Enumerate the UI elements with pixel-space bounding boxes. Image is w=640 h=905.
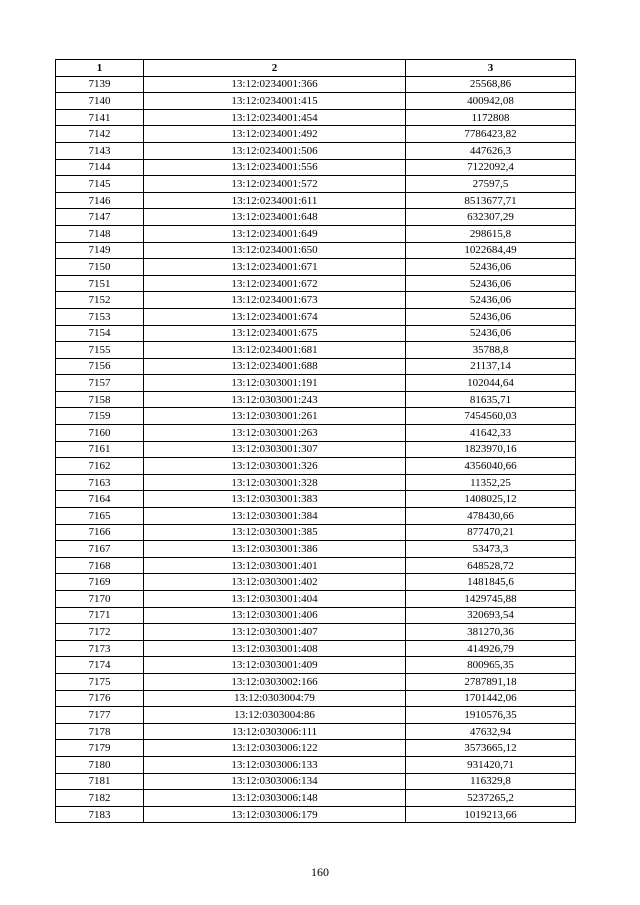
value-cell: 8513677,71 bbox=[406, 192, 576, 209]
row-number-cell: 7148 bbox=[56, 225, 144, 242]
value-cell: 7122092,4 bbox=[406, 159, 576, 176]
table-row bbox=[56, 176, 576, 193]
row-number-cell: 7167 bbox=[56, 541, 144, 558]
value-cell: 47632,94 bbox=[406, 723, 576, 740]
cadastral-number-cell: 13:12:0234001:454 bbox=[144, 109, 406, 126]
row-number-cell: 7177 bbox=[56, 707, 144, 724]
row-number-cell: 7169 bbox=[56, 574, 144, 591]
value-cell: 414926,79 bbox=[406, 640, 576, 657]
value-cell: 478430,66 bbox=[406, 508, 576, 525]
row-number-cell: 7156 bbox=[56, 358, 144, 375]
row-number-cell: 7168 bbox=[56, 557, 144, 574]
row-number-cell: 7165 bbox=[56, 508, 144, 525]
value-cell: 52436,06 bbox=[406, 275, 576, 292]
cadastral-number-cell: 13:12:0234001:671 bbox=[144, 259, 406, 276]
value-cell: 35788,8 bbox=[406, 342, 576, 359]
value-cell: 931420,71 bbox=[406, 756, 576, 773]
cadastral-number-cell: 13:12:0234001:649 bbox=[144, 225, 406, 242]
table-row bbox=[56, 591, 576, 608]
row-number-cell: 7147 bbox=[56, 209, 144, 226]
value-cell: 5237265,2 bbox=[406, 790, 576, 807]
cadastral-number-cell: 13:12:0234001:415 bbox=[144, 93, 406, 110]
cadastral-number-cell: 13:12:0234001:492 bbox=[144, 126, 406, 143]
row-number-cell: 7164 bbox=[56, 491, 144, 508]
cadastral-number-cell: 13:12:0303006:134 bbox=[144, 773, 406, 790]
value-cell: 25568,86 bbox=[406, 76, 576, 93]
cadastral-number-cell: 13:12:0303001:385 bbox=[144, 524, 406, 541]
table-row bbox=[56, 308, 576, 325]
table-row bbox=[56, 242, 576, 259]
value-cell: 1910576,35 bbox=[406, 707, 576, 724]
row-number-cell: 7139 bbox=[56, 76, 144, 93]
table-row bbox=[56, 93, 576, 110]
table-row bbox=[56, 325, 576, 342]
table-row bbox=[56, 723, 576, 740]
row-number-cell: 7142 bbox=[56, 126, 144, 143]
row-number-cell: 7178 bbox=[56, 723, 144, 740]
table-row bbox=[56, 740, 576, 757]
table-row bbox=[56, 524, 576, 541]
row-number-cell: 7152 bbox=[56, 292, 144, 309]
cadastral-number-cell: 13:12:0303006:122 bbox=[144, 740, 406, 757]
table-row bbox=[56, 225, 576, 242]
row-number-cell: 7180 bbox=[56, 756, 144, 773]
value-cell: 4356040,66 bbox=[406, 458, 576, 475]
table-row bbox=[56, 342, 576, 359]
table-row bbox=[56, 790, 576, 807]
cadastral-number-cell: 13:12:0234001:650 bbox=[144, 242, 406, 259]
table-row bbox=[56, 491, 576, 508]
cadastral-number-cell: 13:12:0234001:673 bbox=[144, 292, 406, 309]
cadastral-number-cell: 13:12:0234001:366 bbox=[144, 76, 406, 93]
value-cell: 11352,25 bbox=[406, 474, 576, 491]
cadastral-number-cell: 13:12:0234001:672 bbox=[144, 275, 406, 292]
cadastral-number-cell: 13:12:0303001:384 bbox=[144, 508, 406, 525]
cadastral-number-cell: 13:12:0303001:386 bbox=[144, 541, 406, 558]
cadastral-number-cell: 13:12:0303004:86 bbox=[144, 707, 406, 724]
row-number-cell: 7153 bbox=[56, 308, 144, 325]
row-number-cell: 7182 bbox=[56, 790, 144, 807]
table-row bbox=[56, 142, 576, 159]
value-cell: 102044,64 bbox=[406, 375, 576, 392]
cadastral-number-cell: 13:12:0303001:408 bbox=[144, 640, 406, 657]
table-row bbox=[56, 474, 576, 491]
value-cell: 7454560,03 bbox=[406, 408, 576, 425]
row-number-cell: 7160 bbox=[56, 425, 144, 442]
cadastral-number-cell: 13:12:0234001:611 bbox=[144, 192, 406, 209]
table-row bbox=[56, 756, 576, 773]
cadastral-number-cell: 13:12:0303001:328 bbox=[144, 474, 406, 491]
value-cell: 1408025,12 bbox=[406, 491, 576, 508]
value-cell: 52436,06 bbox=[406, 292, 576, 309]
table-row bbox=[56, 159, 576, 176]
row-number-cell: 7179 bbox=[56, 740, 144, 757]
table-row bbox=[56, 441, 576, 458]
cadastral-number-cell: 13:12:0234001:572 bbox=[144, 176, 406, 193]
value-cell: 27597,5 bbox=[406, 176, 576, 193]
value-cell: 1172808 bbox=[406, 109, 576, 126]
cadastral-number-cell: 13:12:0234001:506 bbox=[144, 142, 406, 159]
table-row bbox=[56, 773, 576, 790]
value-cell: 116329,8 bbox=[406, 773, 576, 790]
row-number-cell: 7149 bbox=[56, 242, 144, 259]
table-row bbox=[56, 292, 576, 309]
value-cell: 447626,3 bbox=[406, 142, 576, 159]
table-row bbox=[56, 109, 576, 126]
value-cell: 7786423,82 bbox=[406, 126, 576, 143]
row-number-cell: 7166 bbox=[56, 524, 144, 541]
cadastral-number-cell: 13:12:0303001:406 bbox=[144, 607, 406, 624]
page-number: 160 bbox=[311, 865, 329, 879]
table-row bbox=[56, 607, 576, 624]
value-cell: 52436,06 bbox=[406, 325, 576, 342]
cadastral-number-cell: 13:12:0303001:383 bbox=[144, 491, 406, 508]
row-number-cell: 7146 bbox=[56, 192, 144, 209]
cadastral-number-cell: 13:12:0303001:307 bbox=[144, 441, 406, 458]
table-body bbox=[56, 76, 576, 823]
cadastral-number-cell: 13:12:0303001:407 bbox=[144, 624, 406, 641]
cadastral-number-cell: 13:12:0234001:681 bbox=[144, 342, 406, 359]
value-cell: 3573665,12 bbox=[406, 740, 576, 757]
table-row bbox=[56, 690, 576, 707]
row-number-cell: 7143 bbox=[56, 142, 144, 159]
table-row bbox=[56, 275, 576, 292]
row-number-cell: 7157 bbox=[56, 375, 144, 392]
cadastral-number-cell: 13:12:0234001:688 bbox=[144, 358, 406, 375]
row-number-cell: 7144 bbox=[56, 159, 144, 176]
row-number-cell: 7175 bbox=[56, 673, 144, 690]
value-cell: 53473,3 bbox=[406, 541, 576, 558]
cadastral-number-cell: 13:12:0303001:409 bbox=[144, 657, 406, 674]
table-row bbox=[56, 408, 576, 425]
table-row bbox=[56, 209, 576, 226]
row-number-cell: 7176 bbox=[56, 690, 144, 707]
value-cell: 400942,08 bbox=[406, 93, 576, 110]
value-cell: 800965,35 bbox=[406, 657, 576, 674]
row-number-cell: 7163 bbox=[56, 474, 144, 491]
cadastral-number-cell: 13:12:0234001:674 bbox=[144, 308, 406, 325]
row-number-cell: 7141 bbox=[56, 109, 144, 126]
cadastral-number-cell: 13:12:0303006:148 bbox=[144, 790, 406, 807]
table-row bbox=[56, 574, 576, 591]
row-number-cell: 7174 bbox=[56, 657, 144, 674]
column-header-3: 3 bbox=[406, 60, 576, 77]
table-row bbox=[56, 192, 576, 209]
cadastral-number-cell: 13:12:0234001:648 bbox=[144, 209, 406, 226]
table-row bbox=[56, 458, 576, 475]
value-cell: 1481845,6 bbox=[406, 574, 576, 591]
table-row bbox=[56, 425, 576, 442]
table-row bbox=[56, 508, 576, 525]
cadastral-number-cell: 13:12:0303001:401 bbox=[144, 557, 406, 574]
table-header-row bbox=[56, 60, 576, 77]
table-row bbox=[56, 126, 576, 143]
cadastral-number-cell: 13:12:0303001:263 bbox=[144, 425, 406, 442]
row-number-cell: 7140 bbox=[56, 93, 144, 110]
row-number-cell: 7171 bbox=[56, 607, 144, 624]
table-row bbox=[56, 657, 576, 674]
cadastral-number-cell: 13:12:0303006:133 bbox=[144, 756, 406, 773]
table-row bbox=[56, 624, 576, 641]
cadastral-number-cell: 13:12:0303001:191 bbox=[144, 375, 406, 392]
value-cell: 52436,06 bbox=[406, 259, 576, 276]
row-number-cell: 7181 bbox=[56, 773, 144, 790]
row-number-cell: 7158 bbox=[56, 391, 144, 408]
cadastral-number-cell: 13:12:0303002:166 bbox=[144, 673, 406, 690]
table-row bbox=[56, 541, 576, 558]
cadastral-number-cell: 13:12:0303001:326 bbox=[144, 458, 406, 475]
table-row bbox=[56, 358, 576, 375]
value-cell: 2787891,18 bbox=[406, 673, 576, 690]
table-row bbox=[56, 375, 576, 392]
cadastral-number-cell: 13:12:0303001:402 bbox=[144, 574, 406, 591]
table-row bbox=[56, 557, 576, 574]
table-row bbox=[56, 673, 576, 690]
cadastral-number-cell: 13:12:0303004:79 bbox=[144, 690, 406, 707]
column-header-1: 1 bbox=[56, 60, 144, 77]
row-number-cell: 7155 bbox=[56, 342, 144, 359]
table-row bbox=[56, 76, 576, 93]
value-cell: 1429745,88 bbox=[406, 591, 576, 608]
value-cell: 81635,71 bbox=[406, 391, 576, 408]
cadastral-number-cell: 13:12:0234001:556 bbox=[144, 159, 406, 176]
value-cell: 1701442,06 bbox=[406, 690, 576, 707]
row-number-cell: 7145 bbox=[56, 176, 144, 193]
cadastral-number-cell: 13:12:0303006:111 bbox=[144, 723, 406, 740]
value-cell: 52436,06 bbox=[406, 308, 576, 325]
row-number-cell: 7172 bbox=[56, 624, 144, 641]
row-number-cell: 7162 bbox=[56, 458, 144, 475]
row-number-cell: 7159 bbox=[56, 408, 144, 425]
data-table bbox=[55, 59, 576, 823]
table-row bbox=[56, 259, 576, 276]
value-cell: 320693,54 bbox=[406, 607, 576, 624]
row-number-cell: 7173 bbox=[56, 640, 144, 657]
cadastral-number-cell: 13:12:0303006:179 bbox=[144, 806, 406, 823]
value-cell: 1019213,66 bbox=[406, 806, 576, 823]
cadastral-number-cell: 13:12:0234001:675 bbox=[144, 325, 406, 342]
value-cell: 632307,29 bbox=[406, 209, 576, 226]
value-cell: 381270,36 bbox=[406, 624, 576, 641]
row-number-cell: 7183 bbox=[56, 806, 144, 823]
value-cell: 1022684,49 bbox=[406, 242, 576, 259]
value-cell: 41642,33 bbox=[406, 425, 576, 442]
row-number-cell: 7161 bbox=[56, 441, 144, 458]
value-cell: 298615,8 bbox=[406, 225, 576, 242]
value-cell: 1823970,16 bbox=[406, 441, 576, 458]
table-row bbox=[56, 806, 576, 823]
row-number-cell: 7170 bbox=[56, 591, 144, 608]
row-number-cell: 7154 bbox=[56, 325, 144, 342]
cadastral-number-cell: 13:12:0303001:243 bbox=[144, 391, 406, 408]
table-row bbox=[56, 640, 576, 657]
cadastral-number-cell: 13:12:0303001:261 bbox=[144, 408, 406, 425]
cadastral-number-cell: 13:12:0303001:404 bbox=[144, 591, 406, 608]
table-row bbox=[56, 391, 576, 408]
column-header-2: 2 bbox=[144, 60, 406, 77]
row-number-cell: 7151 bbox=[56, 275, 144, 292]
value-cell: 21137,14 bbox=[406, 358, 576, 375]
value-cell: 648528,72 bbox=[406, 557, 576, 574]
row-number-cell: 7150 bbox=[56, 259, 144, 276]
table-row bbox=[56, 707, 576, 724]
value-cell: 877470,21 bbox=[406, 524, 576, 541]
